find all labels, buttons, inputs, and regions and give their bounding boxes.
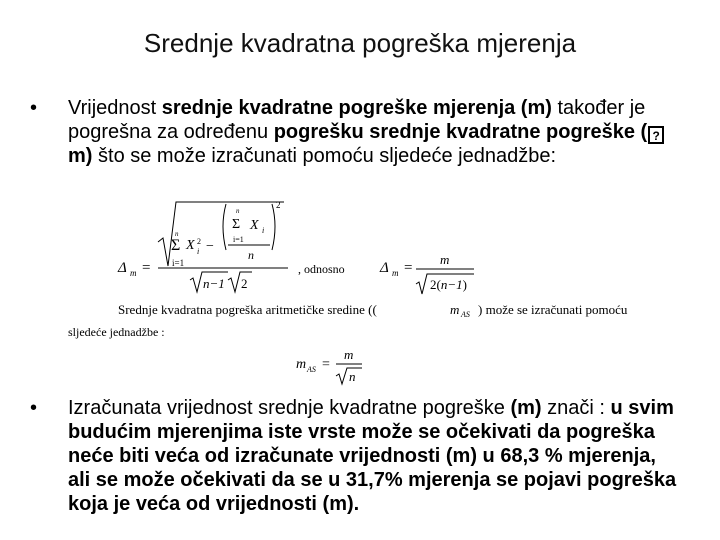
mas-lhs-sub: AS xyxy=(307,365,316,374)
m-as-sub: AS xyxy=(461,310,470,319)
paren-exp: 2 xyxy=(276,200,281,210)
sum-top: n xyxy=(175,230,179,238)
x-exp: 2 xyxy=(197,237,201,246)
delta-symbol: Δ xyxy=(118,260,127,276)
den-n-minus-1: n−1 xyxy=(203,276,225,291)
sentence-text: Srednje kvadratna pogreška aritmetičke sredine (( xyxy=(118,302,377,317)
bullet-dot: • xyxy=(30,97,38,119)
rhs-numerator: m xyxy=(440,252,450,267)
rhs-denominator-prefix: 2(n−1) xyxy=(430,277,467,292)
odnosno-text: , odnosno xyxy=(298,262,345,276)
mas-lhs: m xyxy=(296,357,307,372)
right-paren xyxy=(272,204,275,250)
sentence-line-2: sljedeće jednadžbe : xyxy=(68,325,165,339)
sum-bottom: i=1 xyxy=(172,258,185,268)
mas-numerator: m xyxy=(344,347,354,362)
bullet-1 xyxy=(30,96,680,168)
bullet-2 xyxy=(30,396,680,516)
sentence-end: ) može se izračunati pomoću xyxy=(478,302,628,317)
inner-sigma: Σ xyxy=(232,217,241,232)
inner-sum-bottom: i=1 xyxy=(233,235,244,244)
equals-sign-2: = xyxy=(404,260,413,276)
bullet-2-text: Izračunata vrijednost srednje kvadratne pogreške (m) znači : u svim budućim mjerenjima iste vrste može se očekivati da pogreška neće biti veća od izračunate vrijednosti (m) u 68,3 % mjerenja, ali se može očekivati da se u 31,7% mjerenja se pojavi pogreška koja je veća od vrijednosti (m). xyxy=(68,397,677,515)
minus-sign: − xyxy=(206,239,214,254)
left-paren xyxy=(223,204,226,250)
inner-denominator: n xyxy=(248,248,254,262)
formula-svg xyxy=(0,196,720,386)
inner-sum-top: n xyxy=(236,207,240,215)
bullet-dot-2: • xyxy=(30,397,38,419)
equals-sign: = xyxy=(142,260,151,276)
inner-x-sub: i xyxy=(262,226,265,235)
sum-sigma: Σ xyxy=(171,237,181,254)
delta-symbol-2: Δ xyxy=(380,260,389,276)
missing-glyph-icon: ? xyxy=(648,126,664,144)
mas-denominator: n xyxy=(349,369,356,384)
mas-equals: = xyxy=(322,357,330,372)
slide-title: Srednje kvadratna pogreška mjerenja xyxy=(143,28,577,58)
den-two: 2 xyxy=(241,276,248,291)
inner-x: X xyxy=(250,218,259,233)
x-var: X xyxy=(186,238,195,253)
bullet-1-text: Vrijednost srednje kvadratne pogreške mjerenja (m) također je pogrešna za određenu pogrešku srednje kvadratne pogreške ( ?m) što se može izračunati pomoću sljedeće jednadžbe: xyxy=(68,96,680,168)
formula-image xyxy=(0,196,720,386)
den-sqrt-2 xyxy=(228,272,252,292)
delta-sub-2: m xyxy=(392,268,399,278)
x-sub: i xyxy=(197,247,200,256)
delta-sub: m xyxy=(130,268,137,278)
m-as: m xyxy=(450,302,460,317)
